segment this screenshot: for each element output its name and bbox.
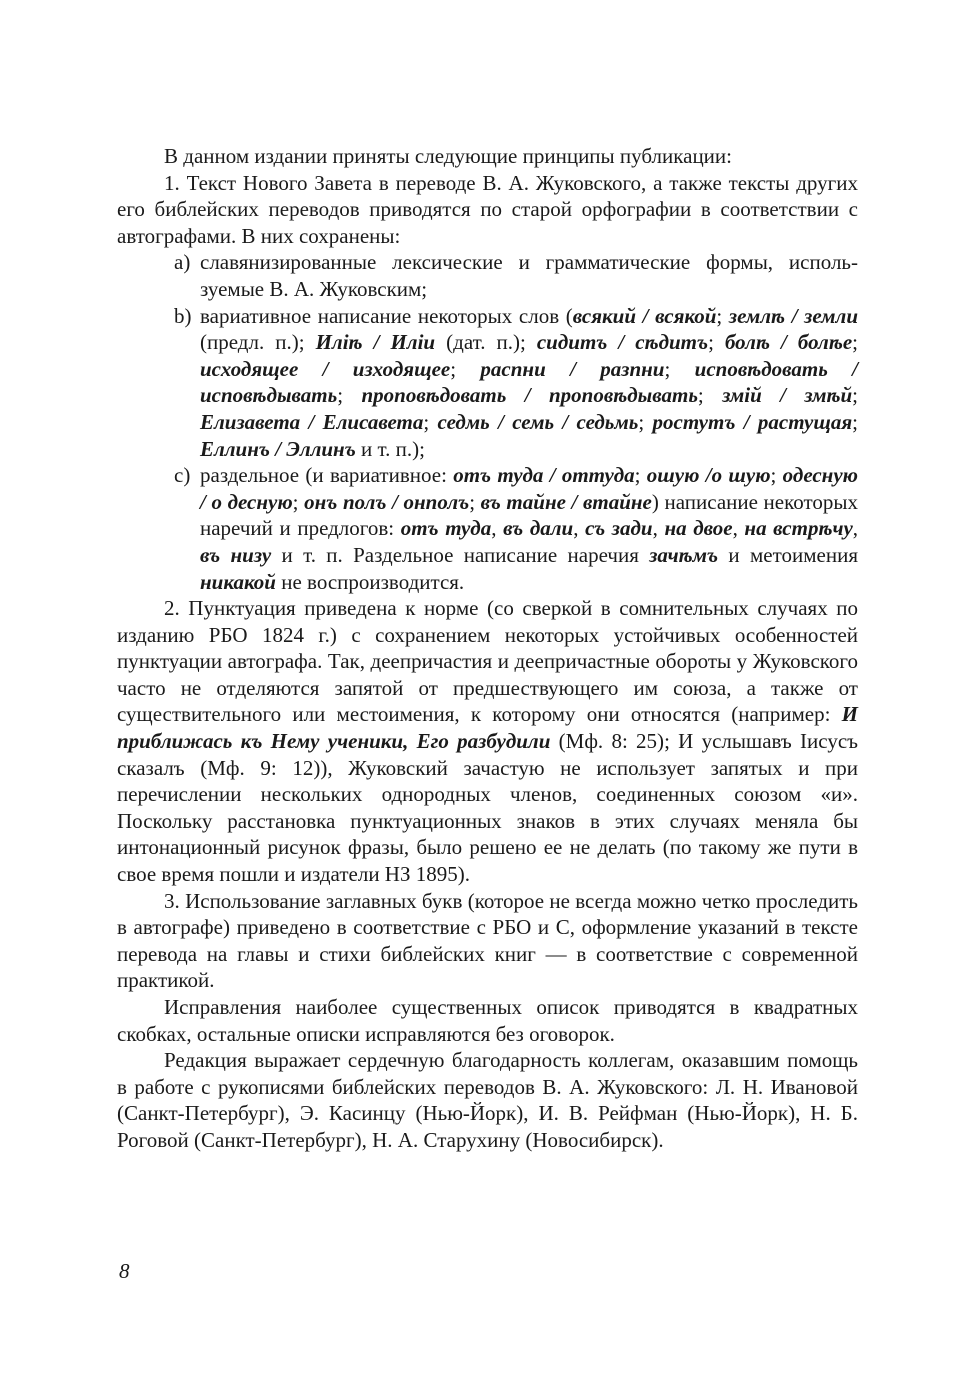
text-run: Исправления наиболее существенных описок приводятся в квадратных скобках, остальные описки исправляются без оговорок. (117, 995, 858, 1046)
emphasized-text: ростутъ / растущая (652, 409, 853, 434)
emphasized-text: И услышавъ Іисусъ сказалъ (Мф. 9: 12) (117, 729, 858, 780)
text-run: и т. п. Раздельное написание наречия (271, 542, 650, 567)
text-run: раздельное (и вариативное: (200, 463, 454, 488)
emphasized-text: исходящее / изходящее (200, 356, 451, 381)
emphasized-text: Еллинъ / Эллинъ (200, 436, 356, 461)
emphasized-text: на двое (664, 516, 733, 541)
principle-3-paragraph (117, 888, 858, 994)
emphasized-text: Иліѣ / Иліи (315, 330, 436, 355)
text-run: В данном издании приняты следующие принципы публикации: (164, 144, 732, 168)
text-run: ; (292, 489, 305, 514)
text-run: , (732, 516, 745, 541)
text-run: ; (469, 489, 481, 514)
emphasized-text: никакой (200, 569, 276, 594)
emphasized-text: всякий / всякой (572, 303, 717, 328)
text-run: ; (337, 383, 362, 408)
emphasized-text: зачѣмъ (649, 542, 719, 567)
emphasized-text: отъ туда / оттуда (453, 463, 635, 488)
list-marker: а) (174, 250, 191, 275)
text-run: ; (708, 330, 725, 355)
text-run: , (652, 516, 665, 541)
emphasized-text: отъ туда (400, 516, 492, 541)
text-run: и т. п.); (355, 436, 425, 461)
emphasized-text: онъ полъ / онполъ (304, 489, 470, 514)
emphasized-text: на встрѣчу (744, 516, 853, 541)
text-run: , (491, 516, 504, 541)
text-run: ; (634, 463, 647, 488)
intro-paragraph (117, 143, 858, 170)
text-run: (дат. п.); (435, 330, 537, 355)
emphasized-text: змій / змѣй (722, 383, 853, 408)
body-text (117, 143, 858, 1154)
text-run: ; (664, 729, 679, 754)
emphasized-text: седмь / семь / седьмь (437, 409, 639, 434)
text-run: , (573, 516, 586, 541)
emphasized-text: въ тайне / втайне (480, 489, 652, 514)
list-marker: c) (174, 463, 191, 488)
emphasized-text: Елизавета / Елисавета (200, 409, 424, 434)
text-run: ) написание некоторых наречий и предлогов: (200, 489, 858, 541)
text-run: ; (423, 409, 438, 434)
text-run: ; (638, 409, 653, 434)
list-item-text (200, 304, 858, 461)
emphasized-text: проповѣдовать / проповѣдывать (361, 383, 698, 408)
acknowledgements-paragraph (117, 1047, 858, 1153)
text-run: ; (852, 330, 858, 355)
principle-1-paragraph (117, 170, 858, 250)
principle-2-paragraph (117, 595, 858, 888)
emphasized-text: въ дали (503, 516, 574, 541)
preserved-features-list (117, 249, 858, 595)
emphasized-text: И приближась къ Нему ученики, Его разбудили (117, 702, 858, 754)
text-run: и метоимения (718, 542, 858, 567)
text-run: 3. Использование заглавных букв (которое не всегда можно четко проследить в автографе) приведено в соответствие с РБО и С, оформление указаний в тексте перевода на главы и стихи библейских книг — в соответствие с современной практикой. (117, 888, 858, 993)
text-run: ; (852, 409, 858, 434)
text-run: ; (664, 356, 695, 381)
emphasized-text: исповѣдовать / исповѣдывать (200, 356, 858, 408)
text-run: ; (697, 383, 723, 408)
text-run: славянизированные лексические и грамматические формы, используемые В. А. Жуковским; (200, 250, 858, 301)
text-run: 2. Пунктуация приведена к норме (со сверкой в сомнительных случаях по изданию РБО 1824 г.) с сохранением некоторых устойчивых особенностей пунктуации автографа. Так, деепричастия и деепричастные обороты у Жуковского часто не отделяются запятой от предшествующего им союза, а также от существительного или местоимения, к которому они относятся (например: (117, 596, 858, 727)
text-run: 1. Текст Нового Завета в переводе В. А. Жуковского, а также тексты других его библейских переводов приводятся по старой орфографии в соответствии с автографами. В них сохранены: (117, 170, 858, 248)
list-item-text (200, 463, 858, 593)
text-run: ; (716, 303, 729, 328)
page-number: 8 (119, 1259, 130, 1283)
emphasized-text: (Мф. 8: 25) (550, 729, 665, 754)
text-run: ; (770, 463, 783, 488)
emphasized-text: съ зади (585, 516, 653, 541)
list-item-text (200, 250, 858, 301)
corrections-paragraph (117, 994, 858, 1047)
emphasized-text: въ низу (200, 542, 272, 567)
emphasized-text: ошую /о шую (646, 463, 771, 488)
emphasized-text: сидитъ / сѣдитъ (536, 330, 709, 355)
list-item (117, 303, 858, 463)
text-run: ), Жуковский зачастую не использует запятых и при перечислении нескольких однородных членов, соединенных союзом «и». Поскольку расстановка пунктуационных знаков в этих случаях меняла бы интонационный рисунок фразы, было решено ее не делать (по такому же пути в свое время пошли и издатели НЗ 1895). (117, 755, 859, 887)
emphasized-text: одесную / о десную (200, 463, 858, 514)
text-run: не воспроизводится. (275, 569, 465, 594)
list-item (117, 249, 858, 302)
text-run: (предл. п.); (200, 330, 316, 355)
text-run: , (852, 516, 859, 541)
list-marker: b) (174, 303, 192, 328)
emphasized-text: землѣ / земли (728, 303, 859, 328)
text-run: вариативное написание некоторых слов ( (200, 303, 573, 328)
text-run: Редакция выражает сердечную благодарность коллегам, оказавшим помощь в работе с рукописями библейских переводов В. А. Жуковского: Л. Н. Ивановой (Санкт-Петербург), Э. Касинцу (Нью-Йорк), И. В. Рейфман (Нью-Йорк), Н. Б. Роговой (Санкт-Петербург), Н. А. Старухину (Новосибирск). (117, 1048, 858, 1152)
emphasized-text: распни / разпни (480, 356, 665, 381)
text-run: ; (852, 383, 859, 408)
list-item (117, 462, 858, 595)
emphasized-text: болѣ / болѣе (724, 330, 853, 355)
text-run: ; (450, 356, 481, 381)
